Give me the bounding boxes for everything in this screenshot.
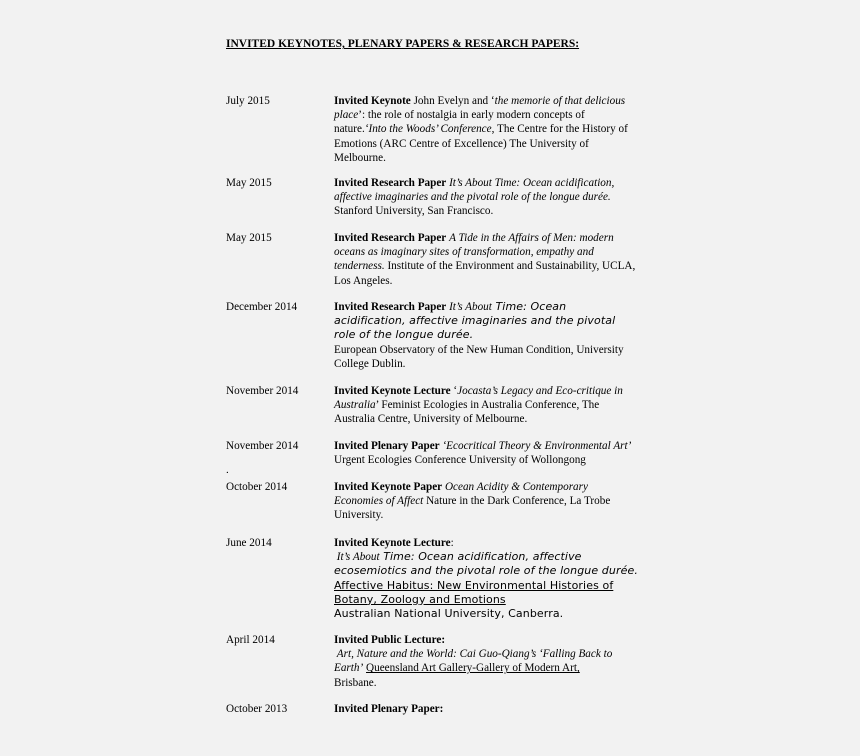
- entry-text: ‘: [450, 385, 458, 397]
- entry-date: April 2014: [226, 634, 275, 646]
- entry-description: [334, 300, 639, 371]
- entry-description: [334, 702, 639, 716]
- entry-venue: European Observatory of the New Human Condition, University College Dublin.: [334, 343, 624, 370]
- entry-title-continued: Time: Ocean acidification, affective ecosemiotics and the pivotal role of the longue durée.: [334, 550, 638, 578]
- entry-date: May 2015: [226, 177, 272, 189]
- entry-venue: Brisbane.: [334, 676, 377, 689]
- entry-title: It’s About: [449, 301, 492, 313]
- entry-type: Invited Public Lecture:: [334, 634, 446, 646]
- entry-date: June 2014: [226, 537, 272, 549]
- entry-type: Invited Research Paper: [334, 232, 447, 244]
- entry-venue: , The Centre for the History of Emotions (ARC Centre of Excellence) The University of Melbourne.: [334, 123, 628, 164]
- entry-type: Invited Keynote Lecture: [334, 385, 451, 397]
- entry-description: [334, 439, 639, 467]
- entry-title-continued: Time: Ocean acidification, affective imaginaries and the pivotal role of the longue durée.: [334, 300, 616, 342]
- entry-venue: Stanford University, San Francisco.: [334, 205, 494, 218]
- entry-type: Invited Research Paper: [334, 301, 447, 313]
- entry-title: A Tide in the Affairs of Men: modern oceans as imaginary sites of transformation, empathy and tenderness.: [334, 232, 614, 273]
- entry-title: Ocean Acidity & Contemporary Economies of Affect: [334, 481, 588, 508]
- entry-text: :: [450, 537, 454, 549]
- section-heading: INVITED KEYNOTES, PLENARY PAPERS & RESEARCH PAPERS:: [226, 38, 580, 50]
- entry-venue: Urgent Ecologies Conference University of Wollongong: [334, 454, 586, 467]
- entry-type: Invited Plenary Paper:: [334, 703, 444, 715]
- entry-type: Invited Keynote Lecture: [334, 537, 451, 549]
- entry-venue-link: Queensland Art Gallery-Gallery of Modern Art,: [366, 662, 580, 675]
- entry-date: December 2014: [226, 301, 298, 313]
- entry-date: October 2013: [226, 703, 288, 715]
- entry-venue: Nature in the Dark Conference, La Trobe University.: [334, 495, 611, 522]
- entry-type: Invited Keynote: [334, 95, 411, 107]
- entry-conference: Affective Habitus: New Environmental Histories of Botany, Zoology and Emotions: [334, 578, 614, 606]
- entry-description: [334, 231, 639, 288]
- entry-date: November 2014: [226, 385, 299, 397]
- entry-title: It’s About Time: Ocean acidification, affective imaginaries and the pivotal role of the longue durée.: [334, 177, 615, 204]
- entry-text: John Evelyn and ‘: [410, 95, 495, 107]
- entry-date: October 2014: [226, 481, 288, 493]
- entry-date: July 2015: [226, 95, 270, 107]
- entry-text: ’: the role of nostalgia in early modern concepts of nature.: [334, 109, 585, 136]
- entry-venue: Institute of the Environment and Sustainability, UCLA, Los Angeles.: [334, 260, 636, 287]
- entry-venue: ’ Feminist Ecologies in Australia Conference, The Australia Centre, University of Melbourne.: [334, 399, 600, 426]
- entry-description: [334, 480, 639, 523]
- entry-title: Jocasta’s Legacy and Eco-critique in Australia: [334, 385, 623, 412]
- entry-type: Invited Research Paper: [334, 177, 447, 189]
- entry-description: [334, 176, 639, 219]
- entry-title: It’s About: [336, 551, 380, 564]
- entry-description: [334, 384, 639, 427]
- entry-conference: ‘Into the Woods’ Conference: [364, 123, 492, 136]
- entry-description: [334, 536, 639, 621]
- entry-description: [334, 633, 639, 690]
- entry-title: ‘Ecocritical Theory & Environmental Art’: [442, 440, 632, 452]
- entry-venue: Australian National University, Canberra.: [334, 607, 564, 621]
- entry-description: [334, 94, 639, 165]
- entry-type: Invited Keynote Paper: [334, 481, 443, 493]
- stray-mark: .: [226, 464, 229, 476]
- entry-title: Art, Nature and the World: Cai Guo-Qiang’s ‘Falling Back to Earth’: [334, 648, 613, 675]
- entry-title: the memorie of that delicious place: [334, 95, 626, 122]
- entry-type: Invited Plenary Paper: [334, 440, 440, 452]
- entry-date: May 2015: [226, 232, 272, 244]
- entry-date: November 2014: [226, 440, 299, 452]
